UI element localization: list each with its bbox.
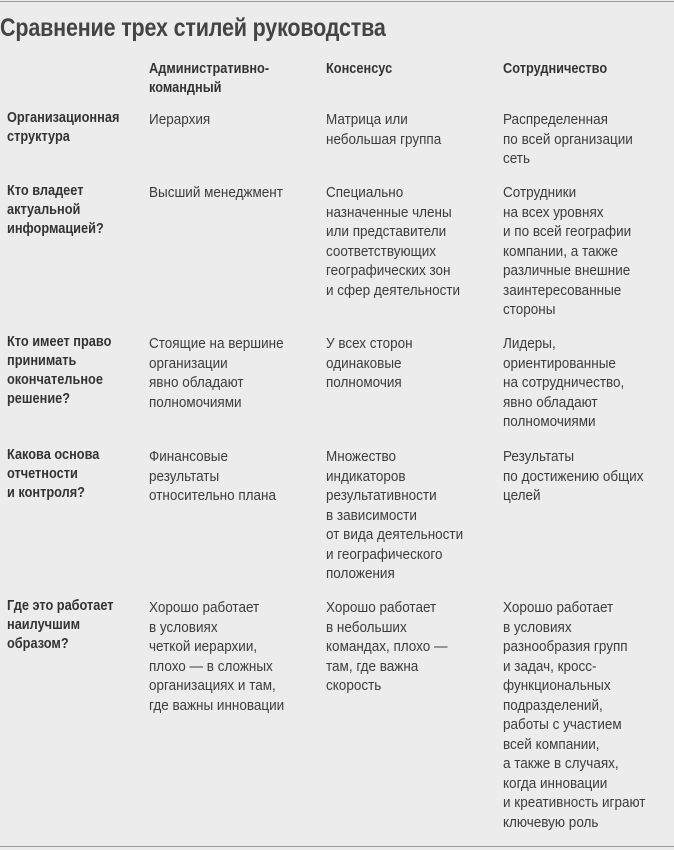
row-label-accountability: Какова основа отчетности и контроля? [7,447,100,501]
row-label-information: Кто владеет актуальной информацией? [7,183,104,237]
table-cell: Матрица или небольшая группа [326,111,442,148]
table-cell: Распределенная по всей организации сеть [503,111,633,167]
page-title: Сравнение трех стилей руководства [0,14,386,42]
table-cell: Результаты по достижению общих целей [503,448,644,504]
row-label-decision: Кто имеет право принимать окончательное решение? [7,334,112,407]
table-cell: Финансовые результаты относительно плана [149,448,277,504]
column-header-collaboration: Сотрудничество [503,61,608,77]
table-cell: Хорошо работает в условиях четкой иерархии, плохо — в сложных организациях и там, где важны инновации [149,599,285,714]
column-header-command: Административно- командный [149,61,270,96]
table-cell: Хорошо работает в условиях разнообразия групп и задач, кросс- функциональных подразделений, работы с участием всей компании, а также в случаях, когда инновации и креативность играют ключевую роль [503,599,646,831]
table-cell: У всех сторон одинаковые полномочия [326,335,413,391]
table-cell: Стоящие на вершине организации явно обладают полномочиями [149,335,284,411]
row-label-structure: Организационная структура [7,110,120,145]
table-cell: Лидеры, ориентированные на сотрудничество, явно обладают полномочиями [503,335,625,430]
table-cell: Хорошо работает в небольших командах, плохо — там, где важна скорость [326,599,448,694]
table-cell: Иерархия [149,111,211,128]
column-header-consensus: Консенсус [326,61,393,77]
row-label-best-fit: Где это работает наилучшим образом? [7,598,114,652]
table-cell: Сотрудники на всех уровнях и по всей географии компании, а также различные внешние заинтересованные стороны [503,184,632,318]
table-cell: Специально назначенные члены или представители соответствующих географических зон и сфер деятельности [326,184,461,299]
table-cell: Множество индикаторов результативности в зависимости от вида деятельности и географического положения [326,448,464,582]
table-cell: Высший менеджмент [149,184,283,201]
bottom-rule [0,846,674,847]
